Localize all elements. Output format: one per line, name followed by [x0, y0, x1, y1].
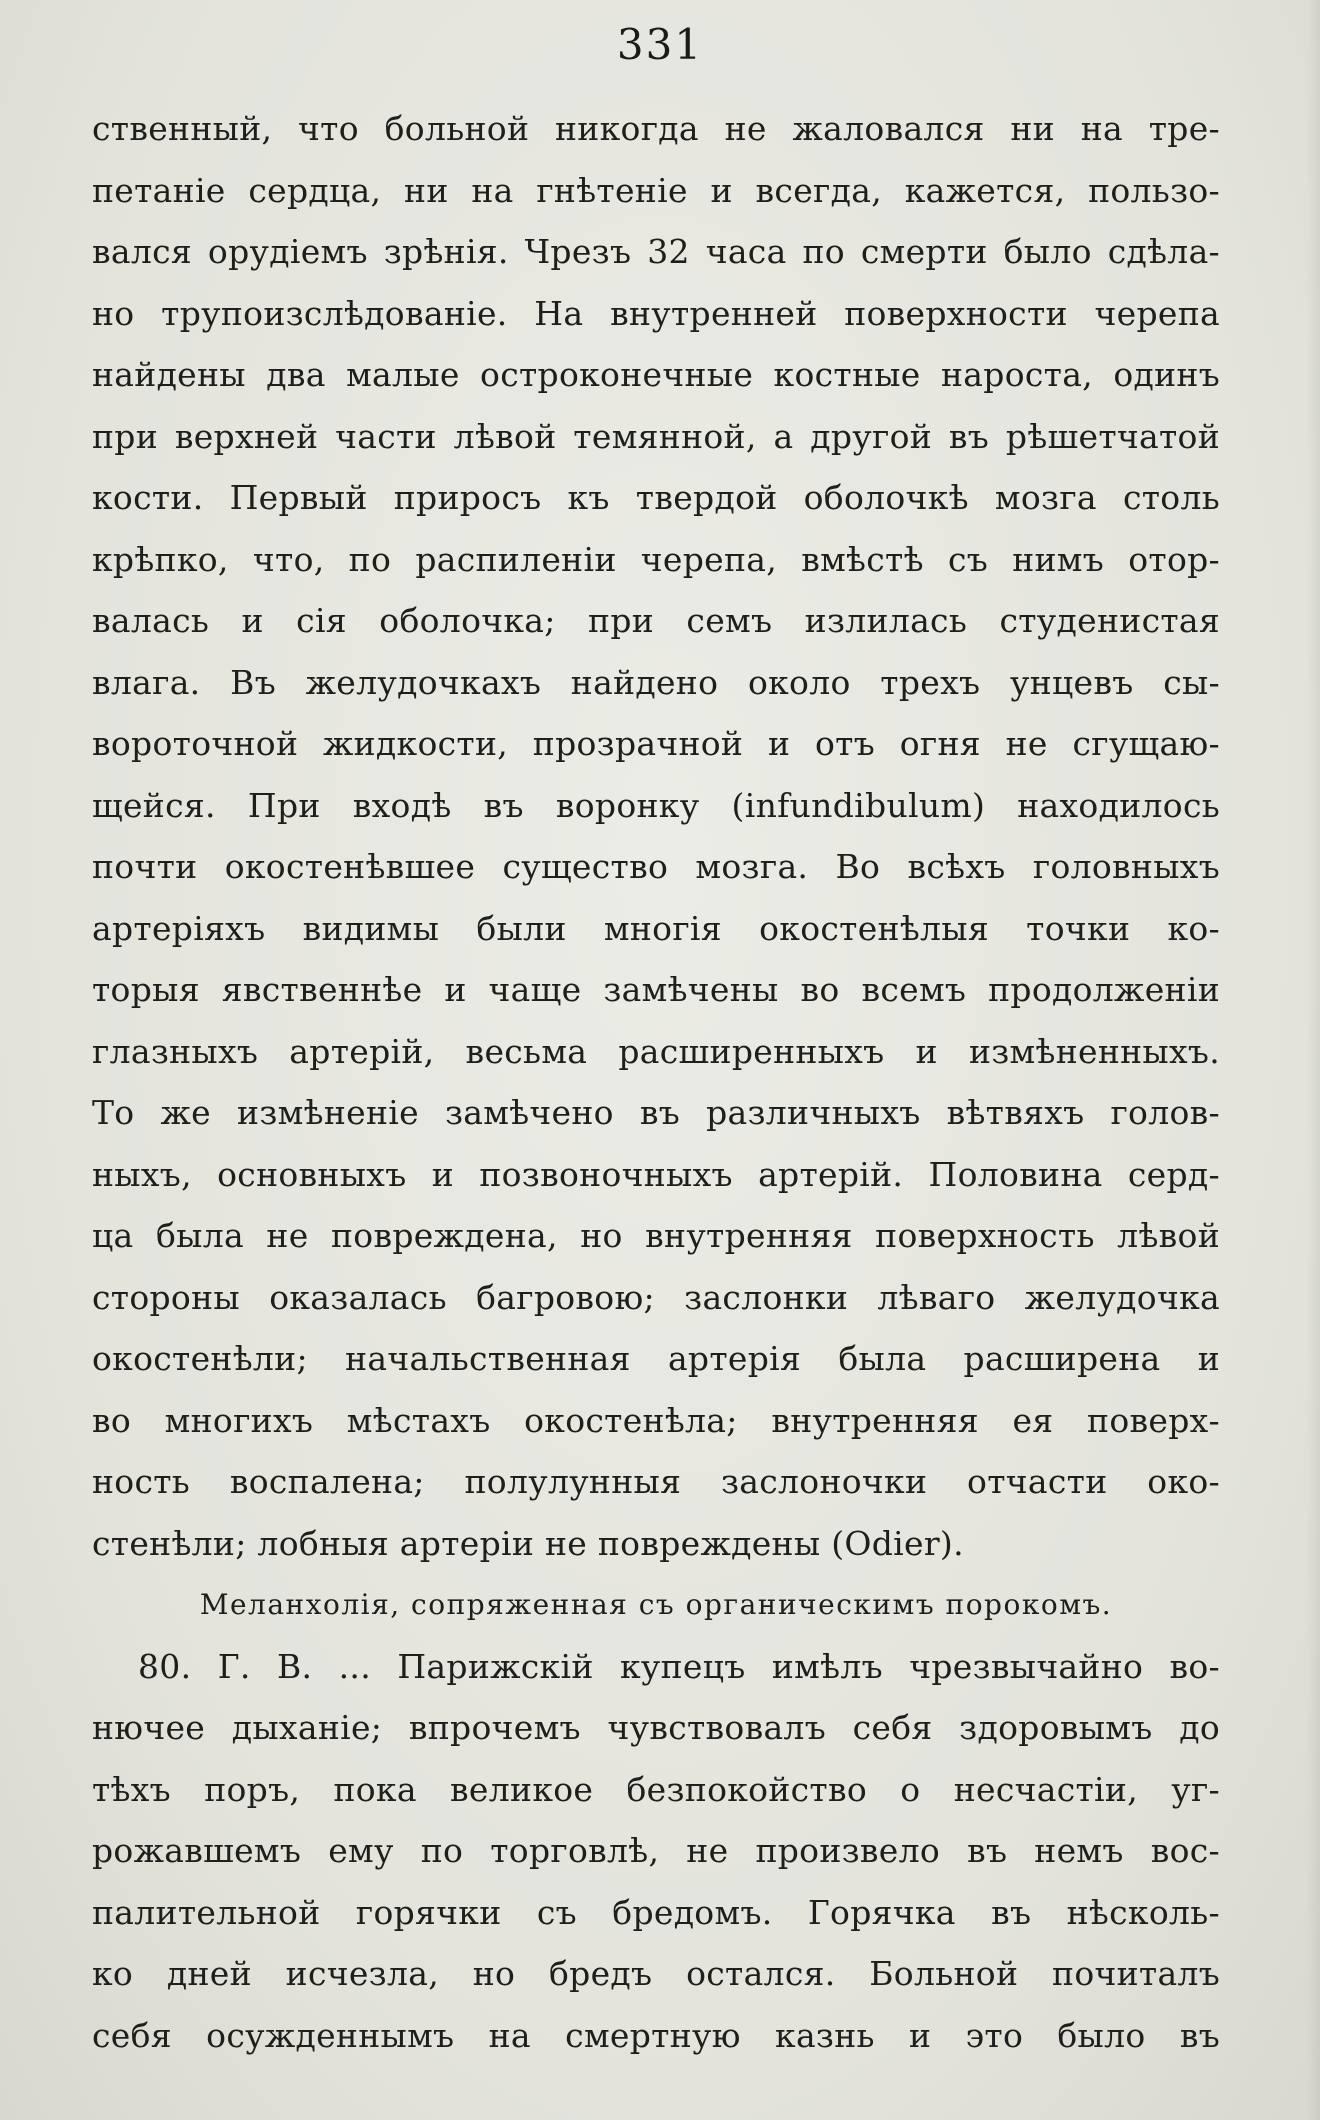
section-heading: Меланхолія, сопряженная съ органическимъ порокомъ.: [199, 1588, 1113, 1621]
text-line: 80. Г. В. ... Парижскій купецъ имѣлъ чрезвычайно во-: [138, 1646, 1220, 1686]
text-line: ственный, что больной никогда не жаловался ни на тре-: [92, 109, 1220, 148]
text-line: ца была не повреждена, но внутренняя поверхность лѣвой: [92, 1216, 1220, 1255]
text-line: почти окостенѣвшее существо мозга. Во всѣхъ головныхъ: [92, 847, 1220, 886]
text-line: глазныхъ артерій, весьма расширенныхъ и измѣненныхъ.: [92, 1031, 1220, 1071]
text-line: при верхней части лѣвой темянной, а другой въ рѣшетчатой: [92, 416, 1220, 456]
page-edge-shadow: [1306, 0, 1320, 2120]
text-line: палительной горячки съ бредомъ. Горячка въ нѣсколь-: [92, 1892, 1220, 1932]
text-line: рожавшемъ ему по торговлѣ, не произвело въ немъ вос-: [92, 1831, 1220, 1870]
text-line: во многихъ мѣстахъ окостенѣла; внутренняя ея поверх-: [92, 1400, 1220, 1440]
text-line: То же измѣненіе замѣчено въ различныхъ вѣтвяхъ голов-: [92, 1093, 1220, 1132]
text-line: петаніе сердца, ни на гнѣтеніе и всегда, кажется, пользо-: [92, 170, 1220, 210]
text-line: валась и сія оболочка; при семъ излилась студенистая: [92, 601, 1220, 640]
text-line: найдены два малые остроконечные костные нароста, одинъ: [92, 355, 1220, 394]
text-line: нючее дыханіе; впрочемъ чувствовалъ себя здоровымъ до: [92, 1708, 1220, 1747]
text-line: тѣхъ поръ, пока великое безпокойство о несчастіи, уг-: [92, 1769, 1220, 1809]
text-line: влага. Въ желудочкахъ найдено около трехъ унцевъ сы-: [92, 662, 1220, 702]
text-line: стенѣли; лобныя артеріи не повреждены (Odier).: [92, 1523, 964, 1563]
text-line: себя осужденнымъ на смертную казнь и это было въ: [92, 2015, 1220, 2055]
page-number: 331: [616, 20, 704, 69]
text-line: ко дней исчезла, но бредъ остался. Больной почиталъ: [92, 1954, 1220, 1993]
text-line: артеріяхъ видимы были многія окостенѣлыя точки ко-: [92, 908, 1220, 948]
text-line: вороточной жидкости, прозрачной и отъ огня не сгущаю-: [92, 724, 1220, 763]
text-line: ность воспалена; полулунныя заслоночки отчасти око-: [92, 1462, 1220, 1501]
body-text: [92, 98, 1220, 2066]
text-line: но трупоизслѣдованіе. На внутренней поверхности черепа: [92, 293, 1220, 333]
text-line: стороны оказалась багровою; заслонки лѣваго желудочка: [92, 1277, 1220, 1317]
text-line: кости. Первый приросъ къ твердой оболочкѣ мозга столь: [92, 478, 1220, 517]
text-line: ныхъ, основныхъ и позвоночныхъ артерій. Половина серд-: [92, 1154, 1220, 1194]
text-line: окостенѣли; начальственная артерія была расширена и: [92, 1339, 1220, 1378]
text-line: торыя явственнѣе и чаще замѣчены во всемъ продолженіи: [92, 970, 1220, 1009]
text-line: вался орудіемъ зрѣнія. Чрезъ 32 часа по смерти было сдѣла-: [92, 232, 1220, 271]
text-line: щейся. При входѣ въ воронку (infundibulum) находилось: [92, 785, 1220, 825]
text-line: крѣпко, что, по распиленіи черепа, вмѣстѣ съ нимъ отор-: [92, 539, 1220, 579]
